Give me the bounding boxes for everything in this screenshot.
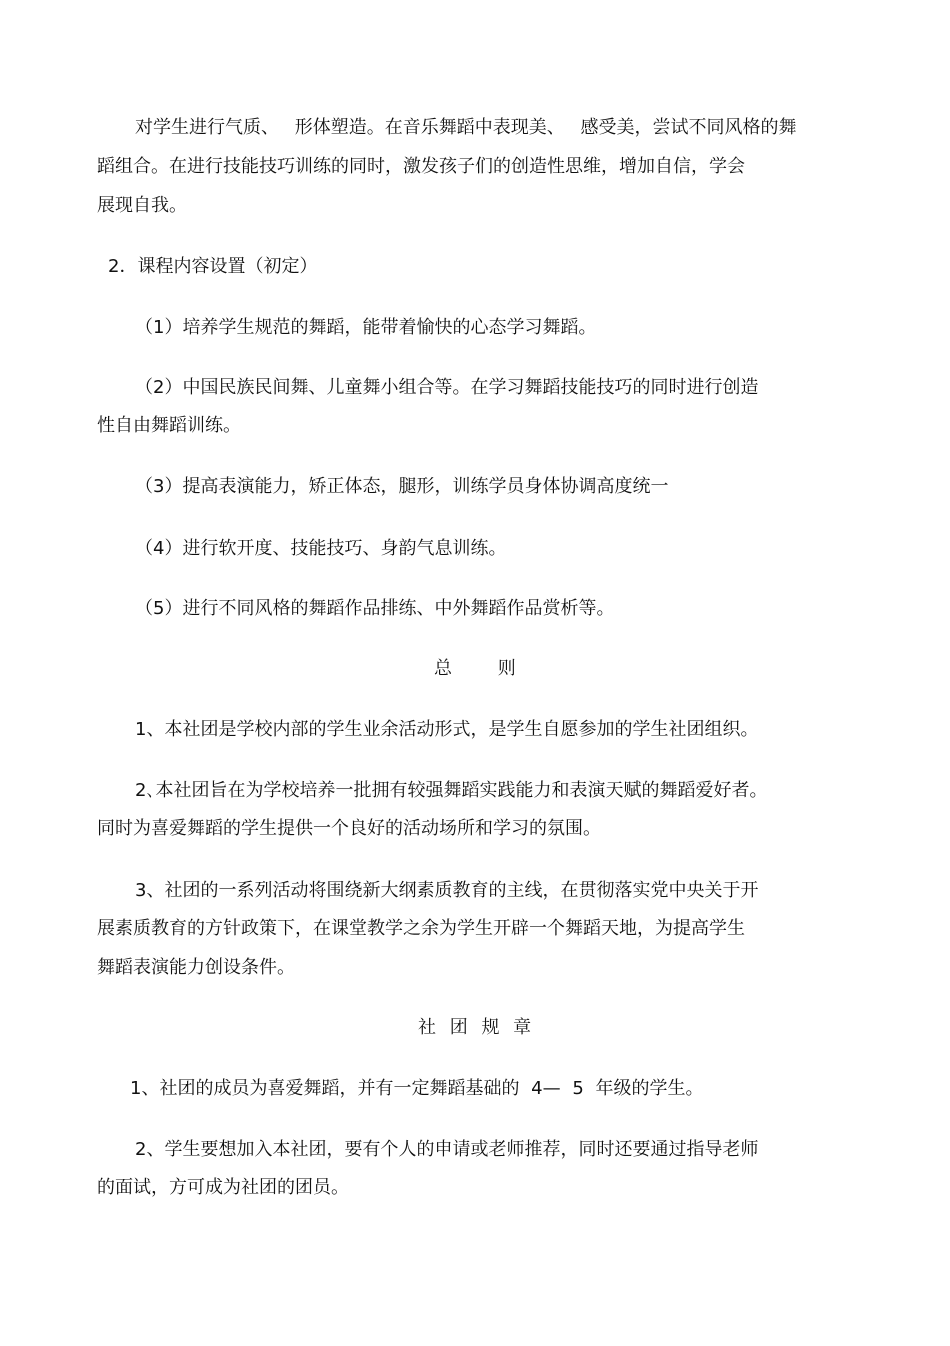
course-item-4: （4）进行软开度、技能技巧、身韵气息训练。 xyxy=(135,538,507,559)
intro-line-1: 对学生进行气质、 形体塑造。在音乐舞蹈中表现美、 感受美，尝试不同风格的舞 xyxy=(135,117,797,138)
general-paragraph-3-line-2: 展素质教育的方针政策下，在课堂教学之余为学生开辟一个舞蹈天地，为提高学生 xyxy=(97,918,745,939)
rules-item-2-line-1: 2、学生要想加入本社团，要有个人的申请或老师推荐，同时还要通过指导老师 xyxy=(135,1139,759,1160)
general-title: 总 则 xyxy=(434,658,516,679)
general-paragraph-1: 1、本社团是学校内部的学生业余活动形式，是学生自愿参加的学生社团组织。 xyxy=(135,719,759,740)
general-paragraph-3-line-1: 3、社团的一系列活动将围绕新大纲素质教育的主线，在贯彻落实党中央关于开 xyxy=(135,880,759,901)
course-item-2-line-2: 性自由舞蹈训练。 xyxy=(97,415,241,436)
general-paragraph-2-line-2: 同时为喜爱舞蹈的学生提供一个良好的活动场所和学习的氛围。 xyxy=(97,818,601,839)
rules-item-2-line-2: 的面试，方可成为社团的团员。 xyxy=(97,1177,349,1198)
intro-line-2: 蹈组合。在进行技能技巧训练的同时，激发孩子们的创造性思维，增加自信，学会 xyxy=(97,156,745,177)
rules-title: 社 团 规 章 xyxy=(418,1017,532,1038)
rules-item-1: 1、社团的成员为喜爱舞蹈，并有一定舞蹈基础的 4— 5 年级的学生。 xyxy=(130,1078,704,1099)
intro-line-3: 展现自我。 xyxy=(97,195,187,216)
general-paragraph-2-line-1: 2､本社团旨在为学校培养一批拥有较强舞蹈实践能力和表演天赋的舞蹈爱好者。 xyxy=(135,780,768,801)
general-paragraph-3-line-3: 舞蹈表演能力创设条件。 xyxy=(97,957,295,978)
course-item-1: （1）培养学生规范的舞蹈，能带着愉快的心态学习舞蹈。 xyxy=(135,317,597,338)
course-item-5: （5）进行不同风格的舞蹈作品排练、中外舞蹈作品赏析等。 xyxy=(135,598,615,619)
course-item-3: （3）提高表演能力，矫正体态，腿形，训练学员身体协调高度统一 xyxy=(135,476,669,497)
course-item-2-line-1: （2）中国民族民间舞、儿童舞小组合等。在学习舞蹈技能技巧的同时进行创造 xyxy=(135,377,759,398)
course-heading: 2．课程内容设置（初定） xyxy=(108,256,318,277)
